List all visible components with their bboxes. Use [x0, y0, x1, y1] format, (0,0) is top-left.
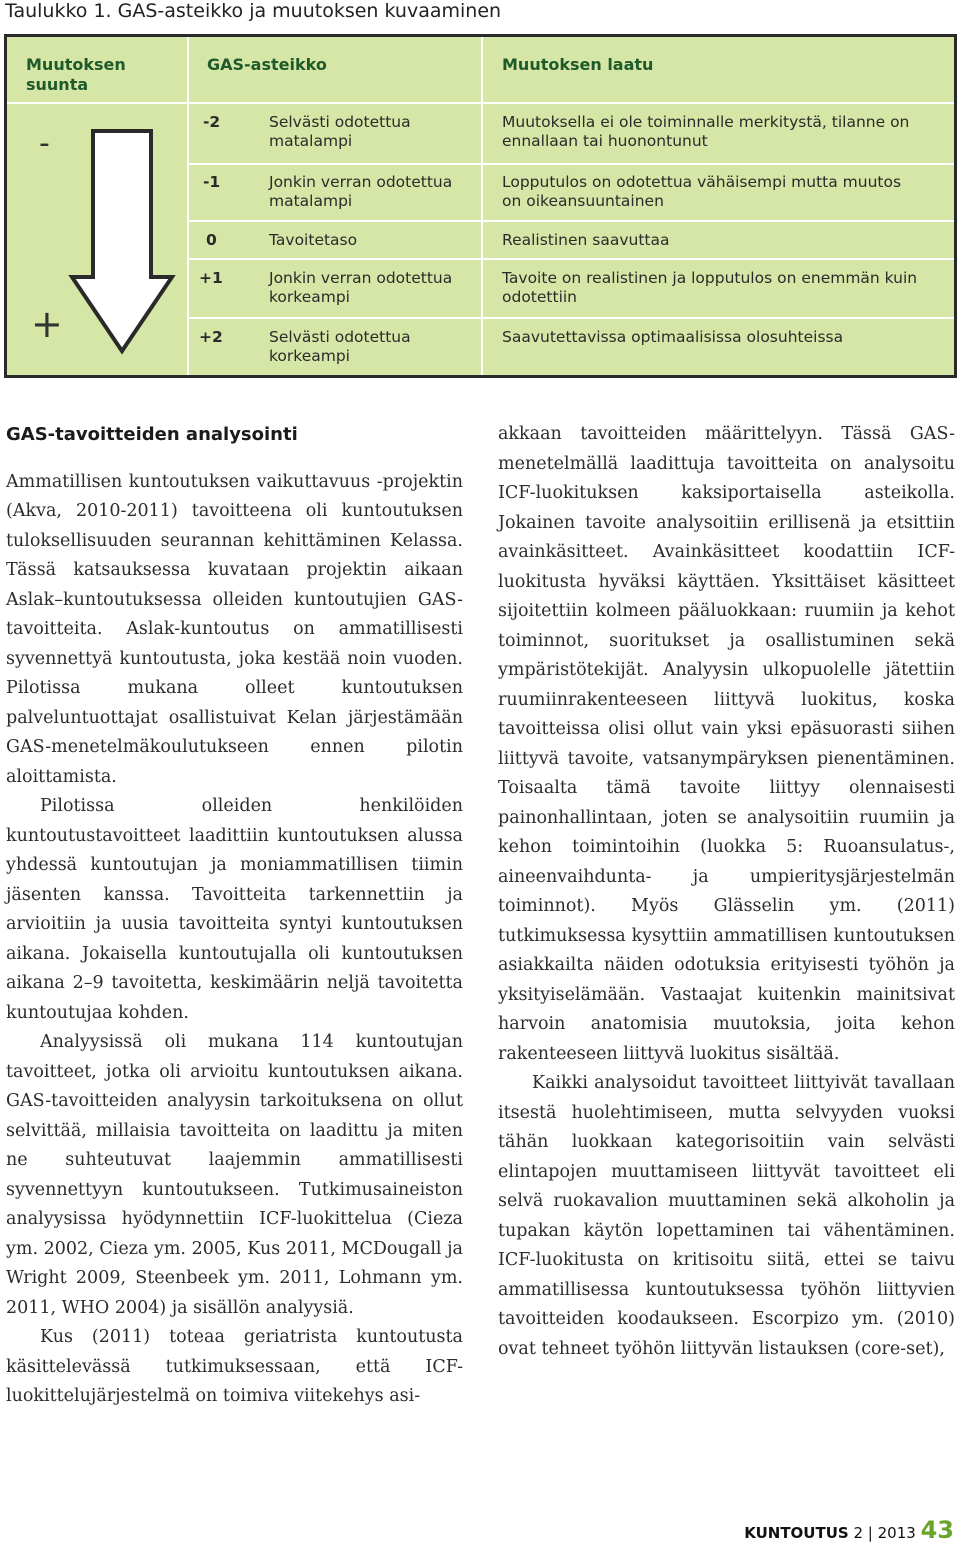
section-heading: GAS-tavoitteiden analysointi [6, 424, 298, 445]
scale-label: Tavoitetaso [269, 231, 358, 249]
paragraph: akkaan tavoitteiden määrittelyyn. Tässä GAS-menetelmällä laadittuja tavoitteita on analysoitu ICF-luokituksen kaksiportaisella asteikolla. Jokainen tavoite analysoitiin erillisenä ja etsittiin avainkäsitteet. Avainkäsitteet koodattiin ICF-luokitusta hyväksi käyttäen. Yksittäiset käsitteet sijoitettiin kolmeen pääluokkaan: ruumiin ja kehot toiminnot, suoritukset ja osallistuminen sekä ympäristötekijät. Analyysin ulkopuolelle jätettiin ruumiinrakenteeseen liittyvä luokitus, koska tavoitteissa olisi ollut vain yksi epäsuorasti siihen liittyvä tavoite, vatsanympäryksen pienentäminen. Toisaalta tämä tavoite liittyy olennaisesti painonhallintaan, joten se analysoitiin ruumiin ja kehon toimintoihin (luokka 5: Ruoansulatus-, aineenvaihdunta- ja umpieritysjärjestelmän toiminnot). Myös Glässelin ym. (2011) tutkimuksessa kysyttiin ammatillisen kuntoutuksen asiakkailta näiden odotuksia erityisesti työhön ja yksityiselämään. Vastaajat kuitenkin mainitsivat harvoin anatomisia muutoksia, joita kehon rakenteeseen liittyvä luokitus sisältää. [498, 424, 955, 1064]
page-footer [744, 1516, 954, 1544]
scale-value: 0 [206, 231, 217, 249]
scale-label: Selvästi odotettua korkeampi [269, 328, 411, 365]
row-divider [189, 220, 954, 222]
col-divider [481, 37, 483, 375]
header-direction: Muutoksen suunta [26, 55, 126, 94]
right-column [498, 420, 955, 1364]
left-column [6, 420, 463, 1412]
quality-desc: Saavutettavissa optimaalisissa olosuhteissa [502, 328, 844, 346]
down-arrow-icon [67, 125, 177, 357]
header-quality: Muutoksen laatu [502, 55, 654, 74]
scale-value: +1 [199, 269, 223, 287]
col-divider [187, 37, 189, 375]
journal-name: KUNTOUTUS [744, 1524, 849, 1542]
header-divider [7, 102, 954, 104]
paragraph: Pilotissa olleiden henkilöiden kuntoutustavoitteet laadittiin kuntoutuksen alussa yhdessä kuntoutujan ja moniammatillisen tiimin jäsenten kanssa. Tavoitteita tarkennettiin ja arvioitiin ja uusia tavoitteita syntyi kuntoutuksen aikana. Jokaisella kuntoutujalla oli kuntoutuksen aikana 2–9 tavoitetta, keskimäärin neljä tavoitetta kuntoutujaa kohden. [6, 796, 463, 1023]
table-caption: Taulukko 1. GAS-asteikko ja muutoksen kuvaaminen [5, 0, 502, 22]
quality-desc: Realistinen saavuttaa [502, 231, 670, 249]
scale-label: Selvästi odotettua matalampi [269, 113, 411, 150]
paragraph: Kaikki analysoidut tavoitteet liittyivät tavallaan itsestä huolehtimiseen, mutta selvyyden vuoksi tähän luokkaan kategorisoitiin vain selvästi elintapojen muuttamiseen liittyvät tavoitteet eli selvä ruokavalion muuttaminen sekä alkoholin ja tupakan käytön lopettaminen tai vähentäminen. ICF-luokitusta on kritisoitu siitä, ettei se taivu ammatillisessa kuntoutuksessa työhön liittyvien tavoitteiden koodaukseen. Escorpizo ym. (2010) ovat tehneet työhön liittyvän listauksen (core-set), [498, 1073, 955, 1359]
minus-sign: - [39, 126, 50, 161]
scale-value: -2 [203, 113, 221, 131]
quality-desc: Tavoite on realistinen ja lopputulos on enemmän kuin odotettiin [502, 269, 918, 306]
page-number: 43 [920, 1516, 954, 1544]
paragraph: Ammatillisen kuntoutuksen vaikuttavuus -projektin (Akva, 2010-2011) tavoitteena oli kuntoutuksen tuloksellisuuden seurannan kehittäminen Kelassa. Tässä katsauksessa kuvataan projektin aikaan Aslak–kuntoutuksessa olleiden kuntoutujien GAS-tavoitteita. Aslak-kuntoutus on ammatillisesti syvennettyä kuntoutusta, joka kestää noin vuoden. Pilotissa mukana olleet kuntoutuksen palveluntuottajat osallistuivat Kelan järjestämään GAS-menetelmäkoulutukseen ennen pilotin aloittamista. [6, 471, 463, 787]
scale-label: Jonkin verran odotettua korkeampi [269, 269, 453, 306]
issue-info: 2 | 2013 [853, 1524, 916, 1542]
row-divider [189, 258, 954, 260]
paragraph: Kus (2011) toteaa geriatrista kuntoutusta käsittelevässä tutkimuksessaan, että ICF-luokittelujärjestelmä on toimiva viitekehys asi- [6, 1327, 463, 1406]
row-divider [189, 317, 954, 319]
scale-value: +2 [199, 328, 223, 346]
scale-value: -1 [203, 173, 221, 191]
quality-desc: Lopputulos on odotettua vähäisempi mutta muutos on oikeansuuntainen [502, 173, 902, 210]
plus-sign: + [31, 302, 63, 346]
header-scale: GAS-asteikko [207, 55, 327, 74]
scale-label: Jonkin verran odotettua matalampi [269, 173, 453, 210]
quality-desc: Muutoksella ei ole toiminnalle merkitystä, tilanne on ennallaan tai huonontunut [502, 113, 910, 150]
row-divider [189, 163, 954, 165]
paragraph: Analyysissä oli mukana 114 kuntoutujan tavoitteet, jotka oli arvioitu kuntoutuksen aikana. GAS-tavoitteiden analyysin tarkoituksena on ollut selvittää, millaisia tavoitteita on laadittu ja miten ne suhteutuvat laajemmin ammatillisesti syvennettyyn kuntoutukseen. Tutkimusaineiston analyysissa hyödynnettiin ICF-luokittelua (Cieza ym. 2002, Cieza ym. 2005, Kus 2011, MCDougall ja Wright 2009, Steenbeek ym. 2011, Lohmann ym. 2011, WHO 2004) ja sisällön analyysiä. [6, 1032, 463, 1318]
gas-scale-table [4, 34, 957, 378]
